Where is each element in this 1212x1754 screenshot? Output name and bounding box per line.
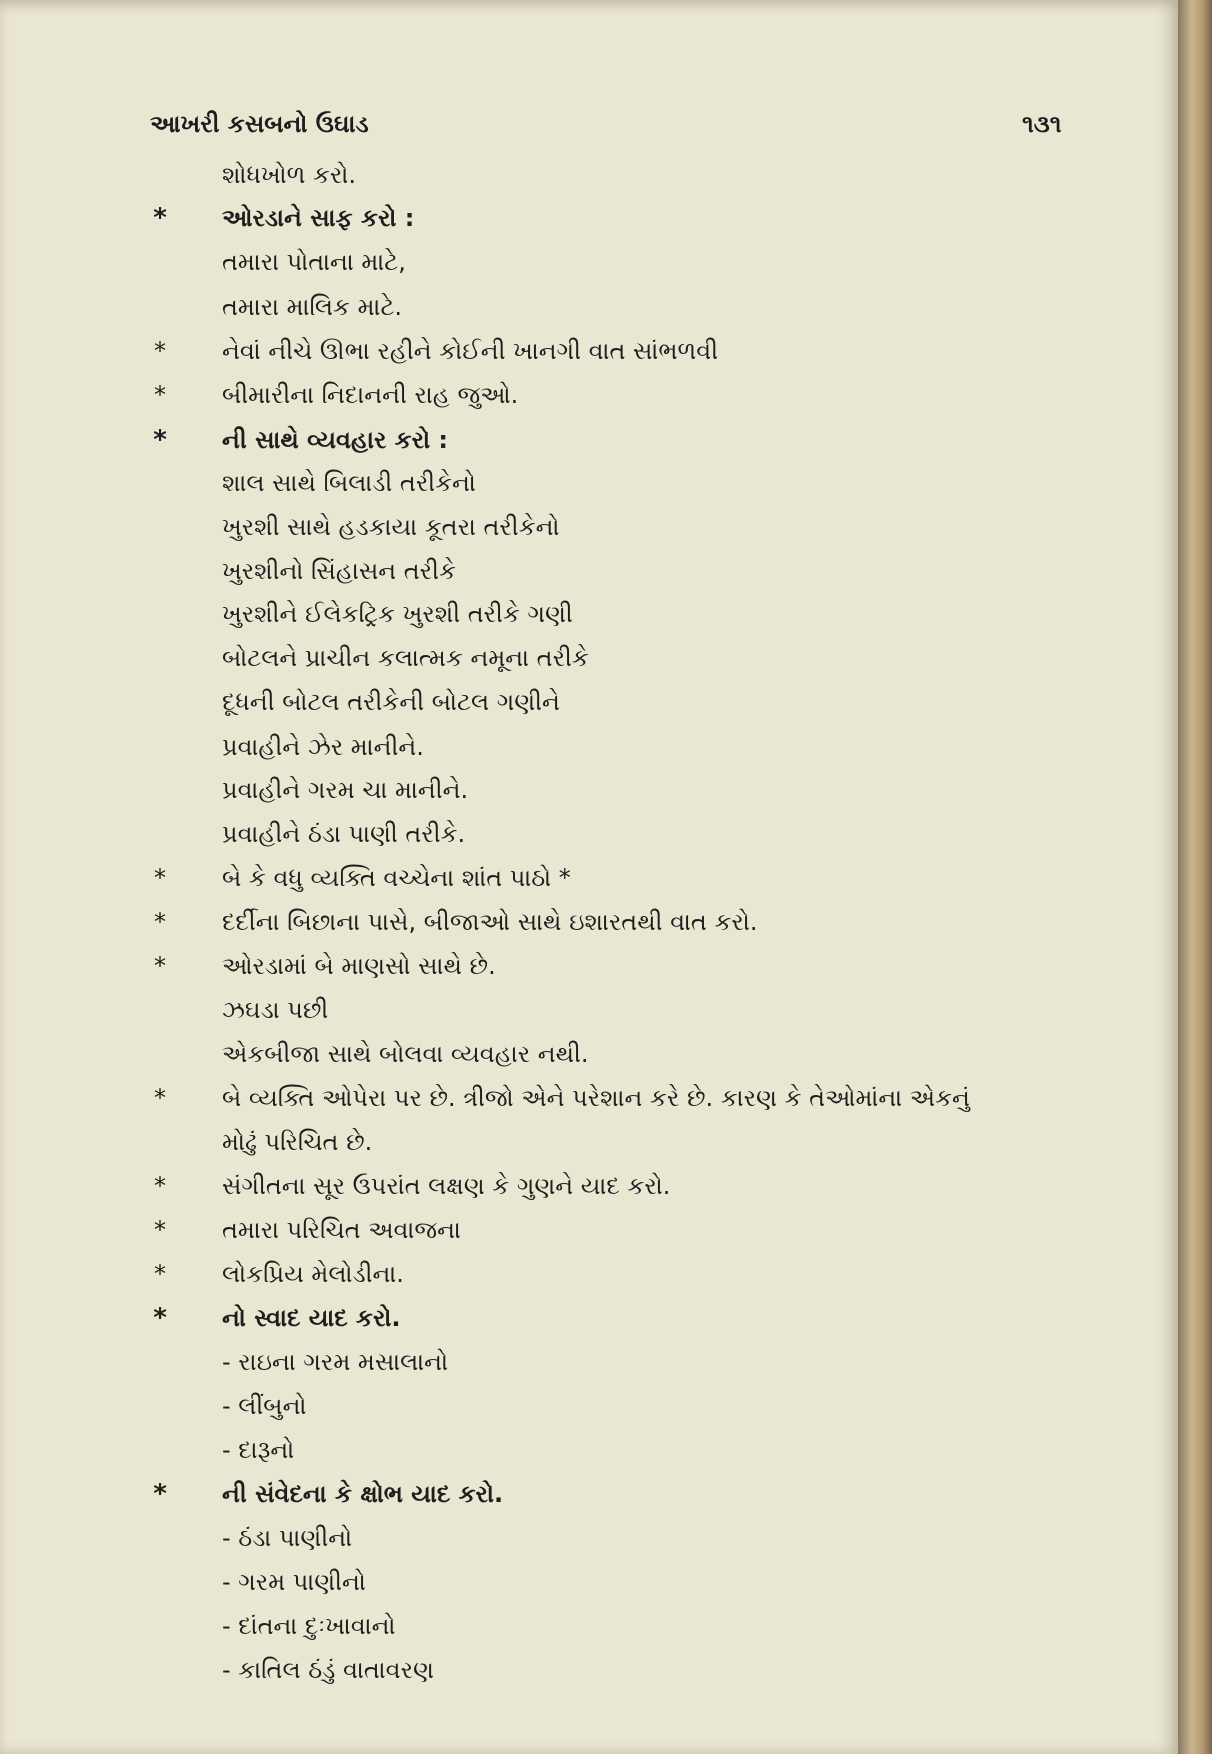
line-text: પ્રવાહીને ગરમ ચા માનીને. (222, 776, 469, 804)
text-line (0, 594, 1178, 634)
line-text: બોટલને પ્રાચીન કલાત્મક નમૂના તરીકે (222, 644, 589, 672)
bullet-asterisk: * (153, 1479, 167, 1509)
line-text: ખુરશીને ઈલેકટ્રિક ખુરશી તરીકે ગણી (222, 600, 573, 628)
line-text: નો સ્વાદ યાદ કરો. (222, 1304, 401, 1332)
running-header-title: આખરી કસબનો ઉઘાડ (150, 110, 369, 138)
text-line (0, 1166, 1178, 1206)
bullet-asterisk: * (153, 425, 167, 455)
text-line (0, 331, 1178, 371)
line-text: - દાંતના દુઃખાવાનો (222, 1612, 396, 1640)
line-text: - લીંબુનો (222, 1392, 307, 1420)
bullet-asterisk: * (154, 381, 166, 409)
text-line (0, 1474, 1178, 1514)
text-line (0, 858, 1178, 898)
book-edge (1178, 0, 1212, 1754)
text-line (0, 1606, 1178, 1646)
line-text: તમારા માલિક માટે. (222, 293, 403, 321)
line-text: - ગરમ પાણીનો (222, 1568, 366, 1596)
line-text: બીમારીના નિદાનની રાહ જુઓ. (222, 381, 519, 409)
line-text: એકબીજા સાથે બોલવા વ્યવહાર નથી. (222, 1040, 589, 1068)
text-line (0, 814, 1178, 854)
text-line (0, 1430, 1178, 1470)
bullet-asterisk: * (154, 908, 166, 936)
line-text: સંગીતના સૂર ઉપરાંત લક્ષણ કે ગુણને યાદ કરો. (222, 1172, 671, 1200)
text-line (0, 727, 1178, 767)
bullet-asterisk: * (153, 203, 167, 233)
text-line (0, 1562, 1178, 1602)
text-line (0, 1210, 1178, 1250)
line-text: બે કે વધુ વ્યક્તિ વચ્ચેના શાંત પાઠો * (222, 864, 571, 892)
line-text: - કાતિલ ઠંડું વાતાવરણ (222, 1656, 434, 1684)
text-line (0, 198, 1178, 238)
text-line (0, 463, 1178, 503)
line-text: ખુરશી સાથે હડકાયા કૂતરા તરીકેનો (222, 513, 560, 541)
line-text: - રાઇના ગરમ મસાલાનો (222, 1348, 449, 1376)
text-line (0, 1078, 1178, 1118)
text-line (0, 1518, 1178, 1558)
text-line (0, 1034, 1178, 1074)
line-text: ની સાથે વ્યવહાર કરો : (222, 426, 449, 454)
bullet-asterisk: * (154, 952, 166, 980)
line-text: ખુરશીનો સિંહાસન તરીકે (222, 557, 456, 585)
text-line (0, 375, 1178, 415)
text-line (0, 1342, 1178, 1382)
text-line (0, 1386, 1178, 1426)
text-line (0, 287, 1178, 327)
text-line (0, 420, 1178, 460)
text-line (0, 902, 1178, 942)
line-text: ઝઘડા પછી (222, 996, 329, 1024)
text-line (0, 1650, 1178, 1690)
line-text: ઓરડાને સાફ કરો : (222, 204, 415, 232)
line-text: દર્દીના બિછાના પાસે, બીજાઓ સાથે ઇશારતથી વાત કરો. (222, 908, 758, 936)
text-line (0, 682, 1178, 722)
line-text: શાલ સાથે બિલાડી તરીકેનો (222, 469, 476, 497)
line-text: તમારા પરિચિત અવાજના (222, 1216, 461, 1244)
text-line (0, 1298, 1178, 1338)
text-line (0, 946, 1178, 986)
line-text: પ્રવાહીને ઝેર માનીને. (222, 733, 424, 761)
text-line (0, 770, 1178, 810)
bullet-asterisk: * (154, 1172, 166, 1200)
line-text: શોધખોળ કરો. (222, 161, 356, 189)
line-text: લોકપ્રિય મેલોડીના. (222, 1260, 404, 1288)
text-line (0, 551, 1178, 591)
line-text: મોઢું પરિચિત છે. (222, 1128, 373, 1156)
bullet-asterisk: * (153, 1303, 167, 1333)
bullet-asterisk: * (154, 337, 166, 365)
line-text: - ઠંડા પાણીનો (222, 1524, 353, 1552)
line-text: દૂધની બોટલ તરીકેની બોટલ ગણીને (222, 688, 560, 716)
bullet-asterisk: * (154, 1216, 166, 1244)
line-text: બે વ્યક્તિ ઓપેરા પર છે. ત્રીજો એને પરેશાન કરે છે. કારણ કે તેઓમાંના એકનું (222, 1084, 970, 1112)
bullet-asterisk: * (154, 1260, 166, 1288)
text-line (0, 990, 1178, 1030)
bullet-asterisk: * (154, 864, 166, 892)
line-text: નેવાં નીચે ઊભા રહીને કોઈની ખાનગી વાત સાંભળવી (222, 337, 719, 365)
text-line (0, 1122, 1178, 1162)
text-line (0, 638, 1178, 678)
text-line (0, 1254, 1178, 1294)
bullet-asterisk: * (154, 1084, 166, 1112)
text-line (0, 242, 1178, 282)
line-text: પ્રવાહીને ઠંડા પાણી તરીકે. (222, 820, 466, 848)
line-text: તમારા પોતાના માટે, (222, 248, 406, 276)
text-line (0, 155, 1178, 195)
text-line (0, 507, 1178, 547)
line-text: ની સંવેદના કે ક્ષોભ યાદ કરો. (222, 1480, 504, 1508)
page-number: ૧૩૧ (1022, 110, 1062, 138)
line-text: ઓરડામાં બે માણસો સાથે છે. (222, 952, 496, 980)
line-text: - દારૂનો (222, 1436, 295, 1464)
